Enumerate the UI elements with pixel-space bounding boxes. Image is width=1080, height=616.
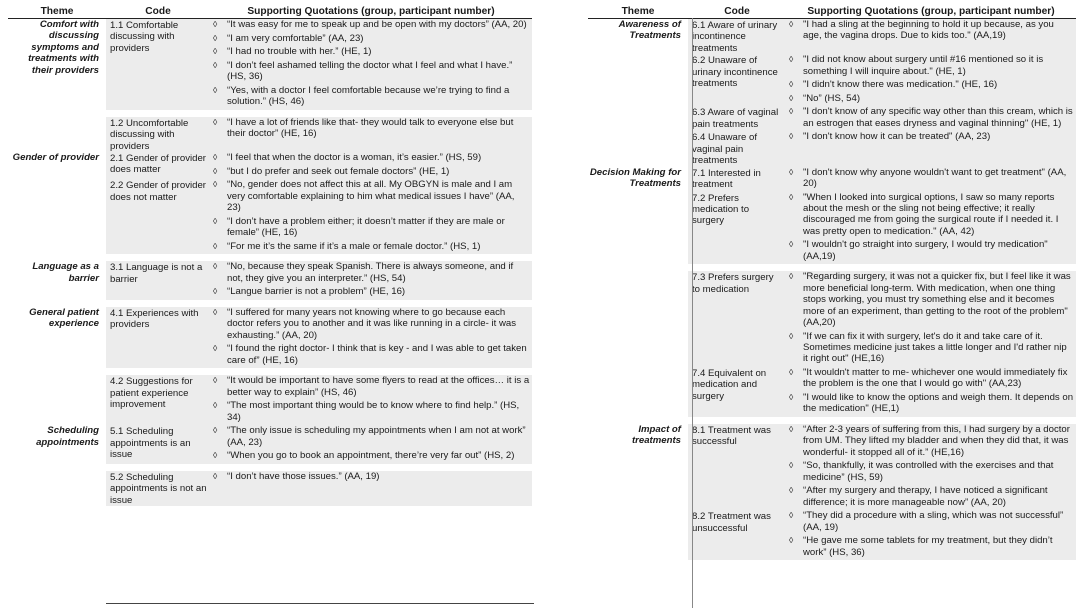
diamond-bullet-icon: ◊ xyxy=(789,106,794,117)
quote-text: "If we can fix it with surgery, let's do it and take care of it. Sometimes medicine just takes a little longer and I'd rather nip it right out" (HE,16) xyxy=(803,330,1067,365)
quotes-cell xyxy=(786,19,1076,55)
quote-item xyxy=(786,331,1074,365)
diamond-bullet-icon: ◊ xyxy=(213,84,218,95)
quote-item xyxy=(786,167,1074,190)
left-header-row xyxy=(8,0,532,19)
diamond-bullet-icon: ◊ xyxy=(789,460,794,471)
quote-list xyxy=(786,106,1074,129)
left-table xyxy=(8,0,532,506)
table-row xyxy=(588,367,1076,417)
table-row xyxy=(8,307,532,368)
code-cell: 6.2 Unaware of urinary incontinence treatments xyxy=(688,54,786,106)
quotes-cell xyxy=(210,307,532,368)
quote-list xyxy=(210,307,530,366)
code-header: Code xyxy=(106,0,210,19)
quotes-cell xyxy=(210,471,532,506)
diamond-bullet-icon: ◊ xyxy=(213,343,218,354)
code-header: Code xyxy=(688,0,786,19)
spacer-cell xyxy=(106,368,210,375)
quote-text: “It was easy for me to speak up and be open with my doctors” (AA, 20) xyxy=(227,19,527,30)
quote-item xyxy=(210,216,530,239)
diamond-bullet-icon: ◊ xyxy=(789,131,794,142)
quotes-cell xyxy=(786,271,1076,367)
quote-item xyxy=(210,117,530,140)
quote-item xyxy=(786,535,1074,558)
quote-list xyxy=(786,510,1074,558)
table-row xyxy=(8,117,532,152)
quote-list xyxy=(786,367,1074,415)
spacer-cell xyxy=(8,254,106,261)
table-row xyxy=(588,106,1076,131)
diamond-bullet-icon: ◊ xyxy=(213,19,218,29)
diamond-bullet-icon: ◊ xyxy=(789,510,794,521)
quote-text: "I would like to know the options and weigh them. It depends on the medication" (HE,1) xyxy=(803,392,1074,415)
spacer-cell xyxy=(210,254,532,261)
code-cell: 6.1 Aware of urinary incontinence treatments xyxy=(688,19,786,55)
diamond-bullet-icon: ◊ xyxy=(789,92,794,103)
row-spacer xyxy=(8,368,532,375)
table-row xyxy=(8,425,532,464)
diamond-bullet-icon: ◊ xyxy=(789,79,794,90)
row-spacer xyxy=(8,300,532,307)
diamond-bullet-icon: ◊ xyxy=(789,424,794,435)
spacer-cell xyxy=(588,264,688,271)
table-row xyxy=(588,424,1076,510)
row-spacer xyxy=(588,264,1076,271)
quote-item xyxy=(786,239,1074,262)
quote-item xyxy=(786,485,1074,508)
right-table xyxy=(588,0,1076,560)
diamond-bullet-icon: ◊ xyxy=(213,59,218,70)
quote-list xyxy=(210,471,530,482)
quote-text: “I don’t feel ashamed telling the doctor what I feel and what I have.” (HS, 36) xyxy=(227,59,513,83)
quote-text: "I did not know about surgery until #16 mentioned so it is something I will inquire about." (HE, 1) xyxy=(803,54,1044,77)
quotes-cell xyxy=(786,367,1076,417)
quote-item xyxy=(210,166,530,177)
diamond-bullet-icon: ◊ xyxy=(789,191,794,202)
theme-cell xyxy=(8,375,106,425)
quote-list xyxy=(210,152,530,177)
quotes-header: Supporting Quotations (group, participant number) xyxy=(210,0,532,19)
quote-text: “No” (HS, 54) xyxy=(803,92,861,104)
quote-list xyxy=(786,131,1074,142)
quote-text: "It wouldn't matter to me- whichever one would immediately fix the problem is the one that I would go with" (AA,23) xyxy=(803,367,1068,390)
code-cell: 1.2 Uncomfortable discussing with providers xyxy=(106,117,210,152)
quote-item xyxy=(786,106,1074,129)
code-cell: 2.2 Gender of provider does not matter xyxy=(106,179,210,254)
code-cell: 6.3 Aware of vaginal pain treatments xyxy=(688,106,786,131)
table-row xyxy=(588,131,1076,166)
quote-list xyxy=(210,179,530,252)
row-spacer xyxy=(8,464,532,471)
quote-text: “The most important thing would be to know where to find help.” (HS, 34) xyxy=(227,400,520,423)
quotes-cell xyxy=(210,152,532,179)
quote-item xyxy=(786,271,1074,328)
diamond-bullet-icon: ◊ xyxy=(213,215,218,226)
diamond-bullet-icon: ◊ xyxy=(213,470,218,481)
left-table-panel xyxy=(8,0,532,608)
quote-text: “After my surgery and therapy, I have noticed a significant difference; it is more manageable now” (AA, 20) xyxy=(803,485,1048,508)
quotes-cell xyxy=(786,510,1076,560)
quote-list xyxy=(210,425,530,461)
diamond-bullet-icon: ◊ xyxy=(789,535,794,546)
quote-item xyxy=(786,460,1074,483)
quote-item xyxy=(786,93,1074,104)
quote-item xyxy=(786,131,1074,142)
diamond-bullet-icon: ◊ xyxy=(789,166,794,177)
quote-list xyxy=(210,19,530,108)
row-spacer xyxy=(8,254,532,261)
spacer-cell xyxy=(786,264,1076,271)
quote-list xyxy=(786,192,1074,263)
quote-item xyxy=(786,367,1074,390)
quote-text: “No, because they speak Spanish. There is always someone, and if not, they give you an interpreter.” (HS, 54) xyxy=(227,261,514,284)
quote-text: “I have a lot of friends like that- they would talk to everyone else but their doctor” (HE, 16) xyxy=(227,116,514,140)
theme-cell xyxy=(8,471,106,506)
theme-cell: Awareness of Treatments xyxy=(618,19,681,42)
quotes-cell xyxy=(210,179,532,254)
code-cell: 6.4 Unaware of vaginal pain treatments xyxy=(688,131,786,166)
quote-text: “Yes, with a doctor I feel comfortable because we’re trying to find a solution.” (HS, 46) xyxy=(227,84,510,108)
spacer-cell xyxy=(210,110,532,117)
diamond-bullet-icon: ◊ xyxy=(789,330,794,341)
theme-cell xyxy=(8,117,106,152)
quote-item xyxy=(786,192,1074,238)
table-row xyxy=(8,375,532,425)
spacer-cell xyxy=(210,464,532,471)
spacer-cell xyxy=(688,264,786,271)
quote-item xyxy=(210,46,530,57)
code-cell: 1.1 Comfortable discussing with providers xyxy=(106,19,210,110)
quote-text: “Langue barrier is not a problem” (HE, 16) xyxy=(227,286,406,298)
diamond-bullet-icon: ◊ xyxy=(213,240,218,251)
quote-text: "When I looked into surgical options, I saw so many reports about the mesh or the sling not being effective; it really discouraged me from going the surgical route if I needed it. I was pretty open to medication." (AA, 42) xyxy=(803,191,1059,237)
quote-list xyxy=(786,54,1074,104)
code-cell: 5.2 Scheduling appointments is not an issue xyxy=(106,471,210,506)
quote-item xyxy=(210,261,530,284)
spacer-cell xyxy=(106,300,210,307)
quote-item xyxy=(786,19,1074,42)
theme-cell xyxy=(8,179,106,254)
diamond-bullet-icon: ◊ xyxy=(213,152,218,162)
code-cell: 2.1 Gender of provider does matter xyxy=(106,152,210,179)
theme-cell: Decision Making for Treatments xyxy=(589,166,681,190)
quote-text: “I found the right doctor- I think that is key - and I was able to get taken care of” (HE, 16) xyxy=(227,343,527,366)
quotes-cell xyxy=(210,375,532,425)
diamond-bullet-icon: ◊ xyxy=(213,375,218,386)
diamond-bullet-icon: ◊ xyxy=(789,392,794,403)
right-divider-rule xyxy=(692,18,694,608)
diamond-bullet-icon: ◊ xyxy=(213,261,218,272)
code-cell: 7.1 Interested in treatment xyxy=(688,167,786,192)
quote-text: “For me it’s the same if it’s a male or female doctor.” (HS, 1) xyxy=(227,240,481,252)
quotes-cell xyxy=(786,167,1076,192)
code-cell: 7.2 Prefers medication to surgery xyxy=(688,192,786,265)
right-table-panel xyxy=(588,0,1076,608)
diamond-bullet-icon: ◊ xyxy=(213,46,218,57)
quote-text: "I don't know how it can be treated" (AA, 23) xyxy=(803,131,991,143)
spacer-cell xyxy=(688,417,786,424)
quote-item xyxy=(210,307,530,341)
code-cell: 3.1 Language is not a barrier xyxy=(106,261,210,300)
table-row xyxy=(588,167,1076,192)
quote-list xyxy=(210,375,530,423)
theme-cell: Language as a barrier xyxy=(32,261,99,284)
diamond-bullet-icon: ◊ xyxy=(213,450,218,461)
quotes-cell xyxy=(786,54,1076,106)
spacer-cell xyxy=(8,464,106,471)
theme-cell: General patient experience xyxy=(29,306,99,330)
quote-text: “but I do prefer and seek out female doctors” (HE, 1) xyxy=(227,165,450,177)
quote-item xyxy=(210,241,530,252)
left-bottom-rule xyxy=(106,603,534,604)
code-cell: 4.1 Experiences with providers xyxy=(106,307,210,368)
quote-text: "I don't know of any specific way other than this cream, which is an estrogen that eases dryness and vaginal thinning" (HE, 1) xyxy=(803,106,1073,129)
quote-text: “When you go to book an appointment, there’re very far out” (HS, 2) xyxy=(227,450,515,462)
theme-cell: Gender of provider xyxy=(12,152,99,163)
diamond-bullet-icon: ◊ xyxy=(213,286,218,297)
quote-item xyxy=(210,400,530,423)
spacer-cell xyxy=(8,368,106,375)
quotes-cell xyxy=(786,131,1076,166)
theme-cell: Impact of treatments xyxy=(631,424,681,447)
quote-text: “It would be important to have some flyers to read at the offices… it is a better way to explain” (HS, 46) xyxy=(227,375,530,398)
spacer-cell xyxy=(8,300,106,307)
row-spacer xyxy=(588,417,1076,424)
quote-item xyxy=(786,510,1074,533)
theme-cell: Scheduling appointments xyxy=(36,425,99,448)
table-row xyxy=(588,54,1076,106)
quote-list xyxy=(210,117,530,140)
quote-item xyxy=(786,424,1074,458)
diamond-bullet-icon: ◊ xyxy=(789,19,794,29)
diamond-bullet-icon: ◊ xyxy=(213,32,218,43)
quote-list xyxy=(786,19,1074,42)
quote-item xyxy=(210,19,530,30)
quote-item xyxy=(210,375,530,398)
theme-cell xyxy=(588,510,688,560)
quote-list xyxy=(786,424,1074,508)
code-cell: 4.2 Suggestions for patient experience improvement xyxy=(106,375,210,425)
quote-text: "I didn't know there was medication." (HE, 16) xyxy=(803,79,998,91)
quote-item xyxy=(210,33,530,44)
diamond-bullet-icon: ◊ xyxy=(213,425,218,436)
quote-item xyxy=(786,392,1074,415)
quote-text: "I wouldn't go straight into surgery, I would try medication" (AA,19) xyxy=(803,239,1048,262)
code-cell: 7.3 Prefers surgery to medication xyxy=(688,271,786,367)
quotes-cell xyxy=(210,425,532,464)
quotes-cell xyxy=(210,117,532,152)
theme-header: Theme xyxy=(588,0,688,19)
quote-item xyxy=(210,85,530,108)
spacer-cell xyxy=(210,368,532,375)
code-cell: 8.1 Treatment was successful xyxy=(688,424,786,510)
diamond-bullet-icon: ◊ xyxy=(213,400,218,411)
spacer-cell xyxy=(106,110,210,117)
quote-text: “I suffered for many years not knowing where to go because each doctor refers you to another and it was like running in a circle- it was exhausting.” (AA, 20) xyxy=(227,306,517,341)
quote-text: “I feel that when the doctor is a woman, it’s easier.” (HS, 59) xyxy=(227,152,482,163)
spacer-cell xyxy=(588,417,688,424)
theme-cell xyxy=(588,271,688,367)
quote-text: “The only issue is scheduling my appointments when I am not at work” (AA, 23) xyxy=(227,425,526,448)
table-row xyxy=(8,19,532,110)
code-cell: 7.4 Equivalent on medication and surgery xyxy=(688,367,786,417)
diamond-bullet-icon: ◊ xyxy=(213,179,218,190)
quote-item xyxy=(210,343,530,366)
quote-text: “He gave me some tablets for my treatment, but they didn’t work” (HS, 36) xyxy=(803,535,1053,558)
quotes-cell xyxy=(786,424,1076,510)
quotes-cell xyxy=(786,106,1076,131)
row-spacer xyxy=(8,110,532,117)
table-row xyxy=(588,271,1076,367)
quote-item xyxy=(210,60,530,83)
quote-item xyxy=(210,152,530,163)
quote-item xyxy=(210,286,530,297)
quote-text: “After 2-3 years of suffering from this, I had surgery by a doctor from UM. They lifted my bladder and when they did that, it was wonderful- it stopped all of it.” (HE,16) xyxy=(803,424,1070,458)
quote-list xyxy=(786,167,1074,190)
quote-text: “I had no trouble with her.” (HE, 1) xyxy=(227,46,372,58)
table-row xyxy=(588,192,1076,265)
table-row xyxy=(8,152,532,179)
theme-cell: Comfort with discussing symptoms and treatments with their providers xyxy=(28,19,99,76)
right-header-row xyxy=(588,0,1076,19)
quote-item xyxy=(210,450,530,461)
spacer-cell xyxy=(106,254,210,261)
quote-text: “I am very comfortable” (AA, 23) xyxy=(227,32,364,44)
table-row xyxy=(8,471,532,506)
quote-list xyxy=(210,261,530,297)
quote-text: “I don’t have those issues.” (AA, 19) xyxy=(227,470,380,482)
quote-text: “So, thankfully, it was controlled with the exercises and that medicine” (HS, 59) xyxy=(803,460,1054,483)
theme-cell xyxy=(588,131,688,166)
code-cell: 5.1 Scheduling appointments is an issue xyxy=(106,425,210,464)
table-row xyxy=(588,510,1076,560)
quote-text: “No, gender does not affect this at all. My OBGYN is male and I am very comfortable explaining to him what medical issues I have” (AA, 23) xyxy=(227,179,515,213)
right-table-body xyxy=(588,19,1076,561)
quote-text: "Regarding surgery, it was not a quicker fix, but I feel like it was more beneficial long-term. With medication, when one thing stops working, you must try something else and it becomes more of an experiment, than getting to the root of the problem" (AA,20) xyxy=(803,271,1071,329)
left-table-body xyxy=(8,19,532,507)
theme-header: Theme xyxy=(8,0,106,19)
quotes-cell xyxy=(210,261,532,300)
theme-cell xyxy=(588,54,688,106)
quotes-header: Supporting Quotations (group, participant number) xyxy=(786,0,1076,19)
quote-item xyxy=(210,179,530,213)
table-row xyxy=(8,261,532,300)
spacer-cell xyxy=(8,110,106,117)
quotes-cell xyxy=(210,19,532,110)
diamond-bullet-icon: ◊ xyxy=(213,306,218,317)
quote-item xyxy=(210,425,530,448)
quote-text: "I had a sling at the beginning to hold it up because, as you age, the vagina drops. Due to kids too." (AA,19) xyxy=(803,19,1054,42)
diamond-bullet-icon: ◊ xyxy=(789,367,794,378)
quote-text: “I don’t have a problem either; it doesn’t matter if they are male or female” (HE, 16) xyxy=(227,215,505,238)
diamond-bullet-icon: ◊ xyxy=(789,271,794,282)
diamond-bullet-icon: ◊ xyxy=(213,116,218,127)
code-cell: 8.2 Treatment was unsuccessful xyxy=(688,510,786,560)
diamond-bullet-icon: ◊ xyxy=(789,54,794,65)
table-row xyxy=(588,19,1076,55)
quote-text: "I don't know why anyone wouldn't want to get treatment" (AA, 20) xyxy=(803,166,1067,190)
spacer-cell xyxy=(210,300,532,307)
table-row xyxy=(8,179,532,254)
theme-cell xyxy=(588,106,688,131)
spacer-cell xyxy=(786,417,1076,424)
quote-item xyxy=(210,471,530,482)
diamond-bullet-icon: ◊ xyxy=(213,165,218,176)
quote-item xyxy=(786,79,1074,90)
diamond-bullet-icon: ◊ xyxy=(789,485,794,496)
diamond-bullet-icon: ◊ xyxy=(789,239,794,250)
quote-item xyxy=(786,54,1074,77)
spacer-cell xyxy=(106,464,210,471)
theme-cell xyxy=(588,192,688,265)
theme-cell xyxy=(588,367,688,417)
quotes-cell xyxy=(786,192,1076,265)
quote-list xyxy=(786,271,1074,364)
quote-text: “They did a procedure with a sling, which was not successful” (AA, 19) xyxy=(803,510,1064,533)
